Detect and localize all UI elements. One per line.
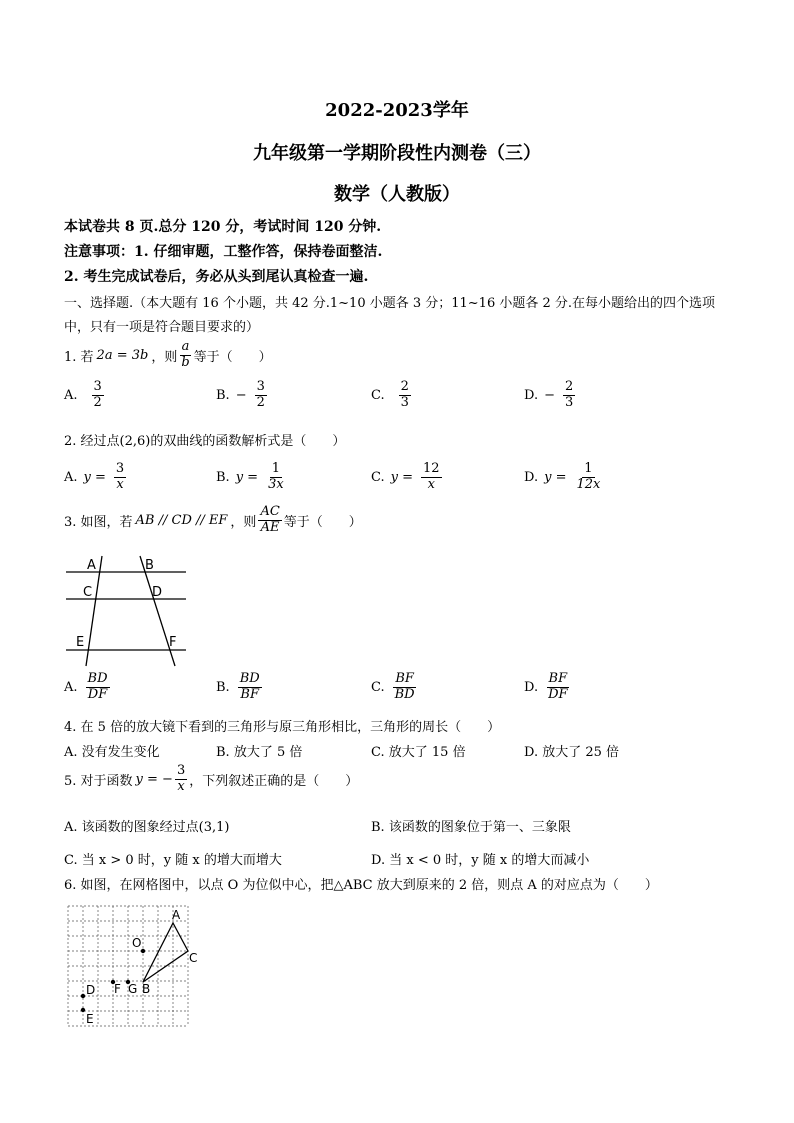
label-f: F [114, 982, 121, 996]
option-text: 放大了 25 倍 [542, 745, 620, 760]
frac-den: BF [240, 686, 259, 702]
q5-fraction [175, 764, 187, 795]
option-fraction [86, 672, 110, 703]
frac-den: 3x [268, 476, 284, 492]
option-fraction [421, 462, 442, 493]
frac-den: x [427, 476, 435, 492]
q4-option-b[interactable] [216, 741, 302, 760]
option-letter: B. [216, 679, 230, 695]
q4-option-a[interactable] [64, 741, 160, 760]
label-c: C [83, 585, 93, 600]
q2-option-b[interactable] [216, 462, 288, 493]
note-line-3: 2. 考生完成试卷后，务必从头到尾认真检查一遍. [64, 269, 369, 285]
q3-fraction [258, 505, 281, 536]
frac-den: x [116, 476, 124, 492]
option-fraction [563, 380, 575, 411]
frac-den: BD [394, 686, 415, 702]
option-fraction [546, 672, 569, 703]
label-d: D [152, 585, 163, 600]
option-letter: C. [371, 469, 385, 485]
frac-num: 1 [584, 461, 593, 476]
frac-den: 12x [576, 476, 601, 492]
q4-option-d[interactable] [524, 741, 619, 760]
frac-num: 3 [93, 379, 102, 394]
option-fraction [92, 380, 104, 411]
q3-condition: AB // CD // EF [135, 512, 228, 528]
q5-lhs: y = − [135, 771, 173, 787]
frac-num: 3 [256, 379, 265, 394]
q1-fraction [179, 340, 191, 371]
q3-prefix: 3. 如图，若 [64, 514, 133, 530]
q5-option-a[interactable]: A. 该函数的图象经过点(3,1) [64, 820, 230, 835]
frac-den: 2 [93, 394, 102, 410]
question-2 [64, 430, 345, 449]
frac-num: BF [548, 671, 568, 686]
option-text: 放大了 5 倍 [233, 745, 303, 760]
q3-mid: ，则 [230, 514, 257, 530]
option-letter: A. [64, 679, 78, 695]
option-text: 没有发生变化 [81, 745, 160, 760]
option-letter: B. [216, 469, 230, 485]
q2-point: (2,6) [119, 434, 151, 449]
q4-option-c[interactable] [371, 741, 466, 760]
q1-frac-den: b [181, 354, 190, 370]
frac-den: DF [548, 686, 568, 702]
question-6: 6. 如图，在网格图中，以点 O 为位似中心，把△ABC 放大到原来的 2 倍，则点 A 的对应点为（ ） [64, 878, 658, 893]
frac-num: 1 [271, 461, 280, 476]
q3-parallel-lines-figure [60, 552, 195, 670]
q1-option-c[interactable] [371, 380, 413, 411]
frac-num: BD [239, 671, 260, 686]
option-lhs: y = [235, 469, 259, 485]
option-letter: C. [371, 387, 385, 403]
label-e: E [76, 635, 85, 650]
option-letter: A. [64, 469, 78, 485]
option-letter: B. [216, 387, 230, 403]
q3-frac-num: AC [260, 504, 280, 519]
frac-den: 3 [565, 394, 574, 410]
label-c: C [189, 951, 198, 965]
q3-option-c[interactable] [371, 672, 419, 703]
option-letter: A. [64, 387, 78, 403]
triangle-abc [143, 923, 188, 982]
q5-frac-num: 3 [176, 763, 186, 778]
option-sign: − [544, 387, 555, 403]
exam-subject: 数学（人教版） [334, 184, 460, 205]
q5-prefix: 5. 对于函数 [64, 773, 133, 789]
q5-option-c[interactable]: C. 当 x > 0 时，y 随 x 的增大而增大 [64, 853, 282, 868]
q6-grid-figure [62, 902, 202, 1030]
label-a: A [87, 558, 96, 573]
label-o: O [132, 936, 142, 950]
point-o [141, 949, 145, 953]
point-d [81, 994, 85, 998]
option-text: 放大了 15 倍 [388, 745, 466, 760]
frac-num: BF [395, 671, 414, 686]
option-fraction [255, 380, 267, 411]
label-g: G [128, 982, 138, 996]
option-letter: D. [524, 469, 539, 485]
label-e: E [86, 1012, 94, 1026]
q1-option-b[interactable] [216, 380, 269, 411]
q2-option-c[interactable] [371, 462, 444, 493]
option-lhs: y = [544, 469, 567, 485]
question-1 [64, 340, 272, 371]
frac-den: DF [87, 686, 108, 702]
option-fraction [114, 462, 126, 493]
q1-mid: ，则 [151, 349, 178, 365]
frac-den: 2 [256, 394, 265, 410]
option-fraction [266, 462, 286, 493]
q5-frac-den: x [177, 778, 185, 794]
label-d: D [86, 983, 96, 997]
frac-num: 2 [565, 379, 574, 394]
option-lhs: y = [390, 469, 413, 485]
q3-suffix: 等于（ ） [283, 514, 362, 530]
q1-frac-num: a [181, 339, 190, 354]
q1-option-d[interactable] [524, 380, 577, 411]
option-fraction [574, 462, 602, 493]
q3-frac-den: AE [260, 519, 280, 535]
frac-den: 3 [400, 394, 409, 410]
q1-option-a[interactable] [64, 380, 106, 411]
question-5 [64, 764, 358, 795]
q5-option-d[interactable]: D. 当 x < 0 时，y 随 x 的增大而减小 [371, 853, 590, 868]
section-intro-1: 一、选择题.（本大题有 16 个小题，共 42 分.1~10 小题各 3 分；11~16 小题各 2 分.在每小题给出的四个选项 [64, 296, 716, 311]
q2-suffix: 的双曲线的函数解析式是（ ） [150, 434, 346, 449]
label-b: B [142, 982, 151, 996]
option-sign: − [235, 387, 247, 403]
label-a: A [172, 908, 181, 922]
frac-num: 3 [115, 461, 125, 476]
question-3 [64, 505, 362, 536]
option-letter: D. [524, 387, 539, 403]
option-letter: D. [524, 679, 539, 695]
q2-option-d[interactable] [524, 462, 604, 493]
dashed-grid [68, 906, 188, 1026]
frac-num: 12 [423, 461, 440, 476]
q5-option-b[interactable]: B. 该函数的图象位于第一、三象限 [371, 820, 571, 835]
frac-num: BD [87, 671, 108, 686]
q3-option-d[interactable] [524, 672, 572, 703]
section-intro-2: 中，只有一项是符合题目要求的） [64, 320, 260, 335]
label-f: F [169, 635, 177, 650]
q2-option-a[interactable] [64, 462, 128, 493]
note-line-1: 本试卷共 8 页.总分 120 分，考试时间 120 分钟. [64, 219, 382, 235]
q1-condition: 2a = 3b [96, 347, 149, 363]
q1-suffix: 等于（ ） [193, 349, 272, 365]
frac-num: 2 [400, 379, 409, 394]
option-letter: B. [216, 745, 230, 760]
option-letter: A. [64, 745, 78, 760]
label-b: B [145, 558, 154, 573]
question-4: 4. 在 5 倍的放大镜下看到的三角形与原三角形相比，三角形的周长（ ） [64, 720, 501, 735]
exam-year: 2022-2023学年 [325, 100, 469, 121]
exam-title: 九年级第一学期阶段性内测卷（三） [253, 143, 541, 164]
note-line-2: 注意事项：1. 仔细审题，工整作答，保持卷面整洁. [64, 244, 383, 260]
option-lhs: y = [83, 469, 106, 485]
option-letter: D. [524, 745, 539, 760]
option-fraction [238, 672, 262, 703]
q3-option-a[interactable] [64, 672, 112, 703]
option-letter: C. [371, 679, 385, 695]
q5-suffix: ，下列叙述正确的是（ ） [189, 773, 359, 789]
point-e [81, 1008, 85, 1012]
option-fraction [393, 672, 417, 703]
option-letter: C. [371, 745, 385, 760]
q1-prefix: 1. 若 [64, 349, 94, 365]
q3-option-b[interactable] [216, 672, 264, 703]
q2-prefix: 2. 经过点 [64, 434, 120, 449]
option-fraction [399, 380, 411, 411]
